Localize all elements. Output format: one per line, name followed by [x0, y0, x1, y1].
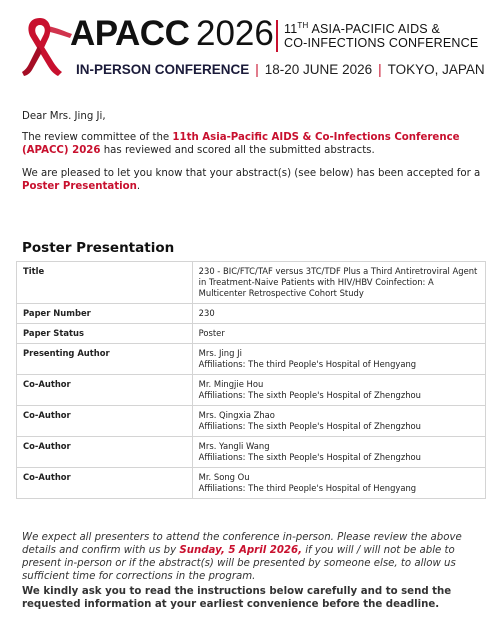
logo-divider	[276, 20, 278, 52]
row-label: Paper Status	[17, 324, 193, 344]
review-paragraph: The review committee of the 11th Asia-Pacific AIDS & Co-Infections Conference (APACC) 2026 has reviewed and scored all the submitted abstracts.	[22, 132, 460, 156]
row-value-line: 230 - BIC/FTC/TAF versus 3TC/TDF Plus a Third Antiretroviral Agent in Treatment-Naive Patients with HIV/HBV Coinfection: A Multicenter Retrospective Cohort Study	[198, 266, 478, 298]
row-value-line: 230	[198, 308, 215, 318]
row-value	[192, 468, 485, 499]
row-value-line: Mrs. Yangli Wang	[198, 441, 270, 451]
row-value-line: Mrs. Qingxia Zhao	[198, 410, 275, 420]
row-label: Title	[17, 262, 193, 304]
section-title: Poster Presentation	[22, 240, 175, 256]
row-value-line: Affiliations: The third People's Hospital of Hengyang	[198, 483, 417, 493]
row-value	[192, 375, 485, 406]
row-value	[192, 437, 485, 468]
table-row	[17, 375, 486, 406]
red-ribbon-icon	[18, 14, 74, 80]
table-row	[17, 437, 486, 468]
row-value-line: Affiliations: The sixth People's Hospital of Zhengzhou	[198, 452, 421, 462]
table-row	[17, 262, 486, 304]
conference-location: TOKYO, JAPAN	[387, 62, 485, 77]
brand-logo-text: APACC	[70, 14, 190, 53]
conference-header	[0, 0, 502, 92]
row-label: Presenting Author	[17, 344, 193, 375]
row-label: Co-Author	[17, 406, 193, 437]
table-row	[17, 324, 486, 344]
instructions-notice: We kindly ask you to read the instructions below carefully and to send the requested information at your earliest convenience before the deadline.	[22, 586, 452, 610]
row-value-line: Mr. Song Ou	[198, 472, 250, 482]
row-value-line: Mr. Mingjie Hou	[198, 379, 264, 389]
row-value	[192, 406, 485, 437]
row-value	[192, 262, 485, 304]
acceptance-paragraph: We are pleased to let you know that your abstract(s) (see below) has been accepted for a Poster Presentation.	[22, 168, 481, 192]
conference-name-highlight: 11th Asia-Pacific AIDS & Co-Infections Conference (APACC) 2026	[22, 132, 460, 156]
table-row	[17, 344, 486, 375]
row-value-line: Affiliations: The sixth People's Hospital of Zhengzhou	[198, 390, 421, 400]
deadline-date: Sunday, 5 April 2026,	[179, 545, 302, 556]
row-value-line: Poster	[198, 328, 225, 338]
greeting: Dear Mrs. Jing Ji,	[22, 111, 106, 122]
conference-subtitle: IN-PERSON CONFERENCE | 18-20 JUNE 2026 | TOKYO, JAPAN	[76, 62, 485, 77]
table-row	[17, 406, 486, 437]
row-label: Paper Number	[17, 304, 193, 324]
row-value-line: Affiliations: The sixth People's Hospital of Zhengzhou	[198, 421, 421, 431]
presentation-type-highlight: Poster Presentation	[22, 181, 137, 192]
row-label: Co-Author	[17, 375, 193, 406]
row-label: Co-Author	[17, 437, 193, 468]
table-row	[17, 304, 486, 324]
row-value	[192, 304, 485, 324]
attendance-notice: We expect all presenters to attend the conference in-person. Please review the above details and confirm with us by Sunday, 5 April 2026, if you will / will not be able to present in-person or if the abstract(s) will be presented by someone else, to allow us sufficient time for corrections in the program.	[22, 532, 462, 582]
row-value-line: Affiliations: The third People's Hospital of Hengyang	[198, 359, 417, 369]
abstract-details-table	[16, 261, 486, 499]
brand-year: 2026	[196, 14, 274, 53]
conference-dates: 18-20 JUNE 2026	[264, 62, 373, 77]
row-value	[192, 324, 485, 344]
row-value-line: Mrs. Jing Ji	[198, 348, 242, 358]
table-row	[17, 468, 486, 499]
edition-title: 11TH ASIA-PACIFIC AIDS & CO-INFECTIONS CONFERENCE	[284, 21, 479, 50]
row-label: Co-Author	[17, 468, 193, 499]
row-value	[192, 344, 485, 375]
conference-mode: IN-PERSON CONFERENCE	[76, 62, 250, 77]
